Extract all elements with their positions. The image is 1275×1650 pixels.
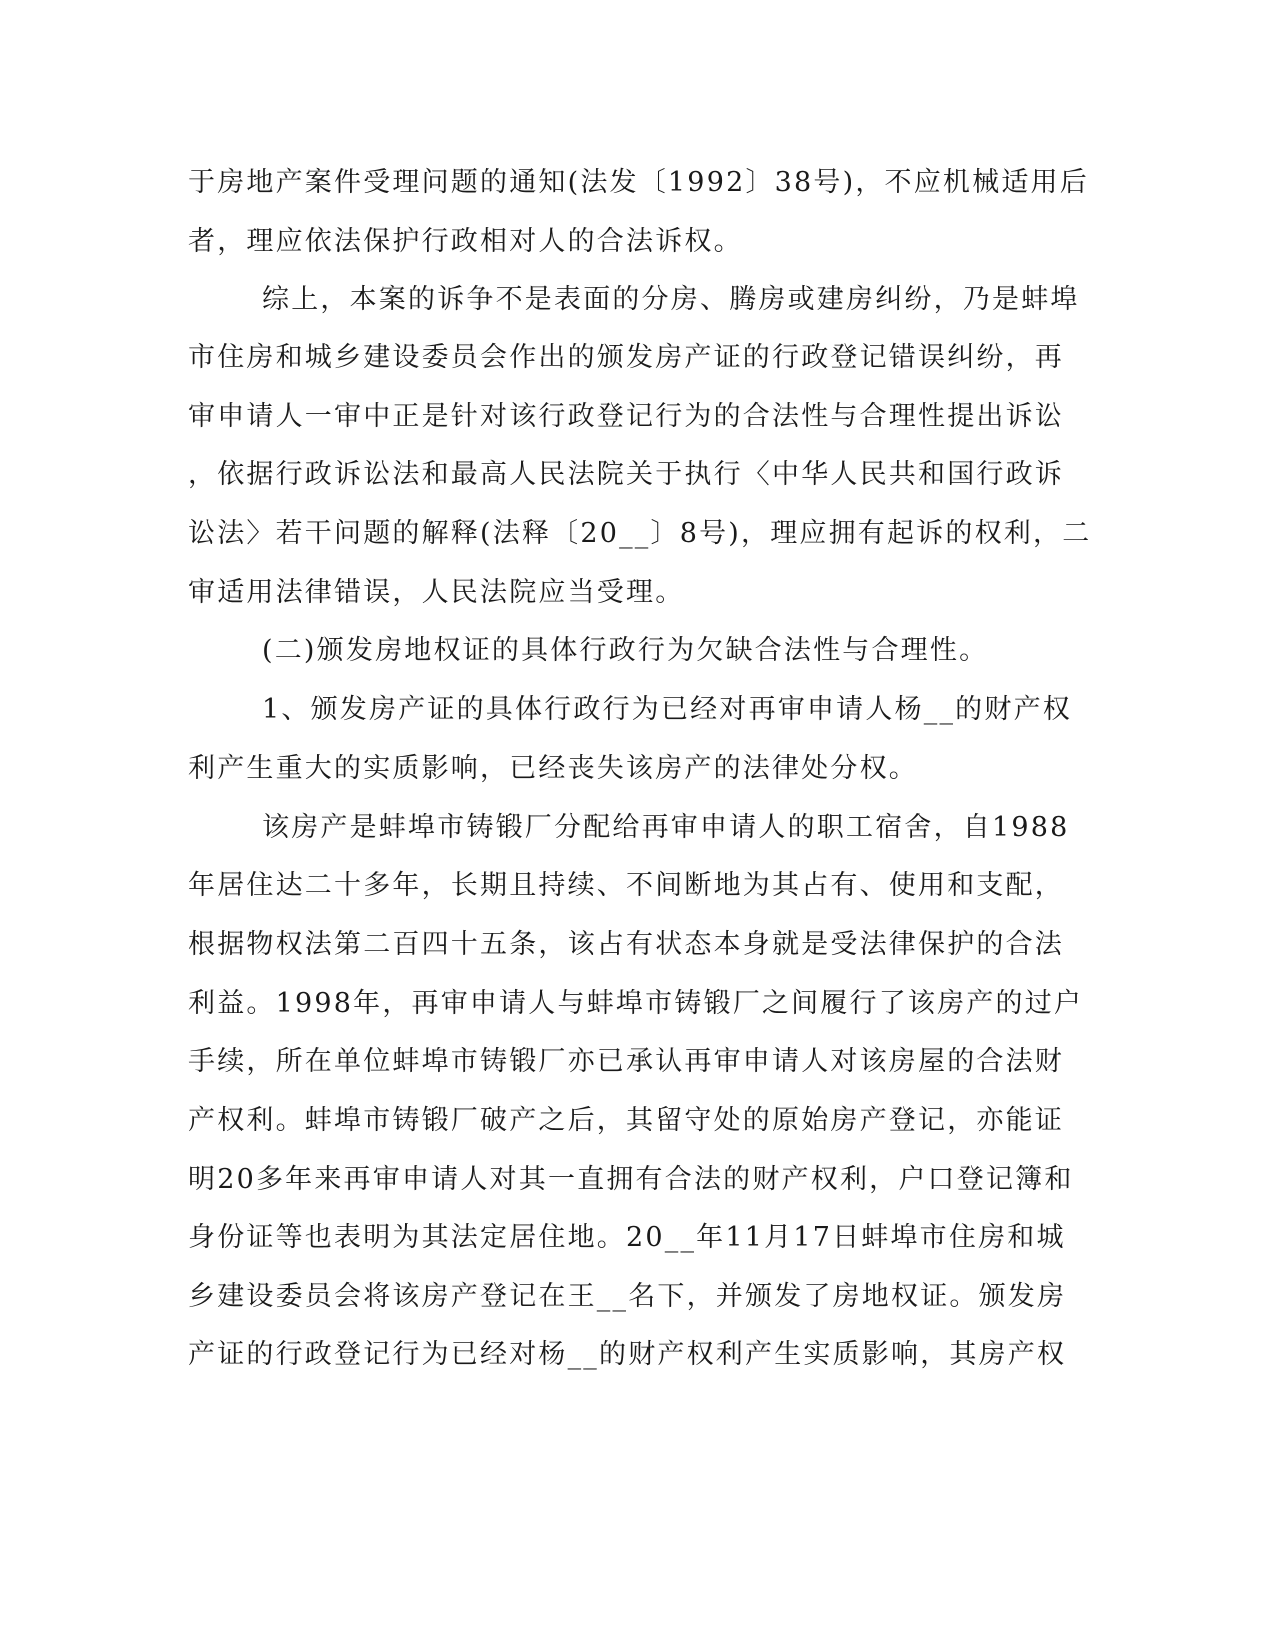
paragraph-start-line: 综上，本案的诉争不是表面的分房、腾房或建房纠纷，乃是蚌埠	[262, 284, 1080, 315]
text-line: 市住房和城乡建设委员会作出的颁发房产证的行政登记错误纠纷，再	[188, 342, 1064, 373]
text-line: 讼法〉若干问题的解释(法释〔20__〕8号)，理应拥有起诉的权利，二	[188, 518, 1092, 549]
text-line: 利产生重大的实质影响，已经丧失该房产的法律处分权。	[188, 753, 918, 784]
text-line: 利益。1998年，再审申请人与蚌埠市铸锻厂之间履行了该房产的过户	[188, 988, 1084, 1019]
text-line: 明20多年来再审申请人对其一直拥有合法的财产权利，户口登记簿和	[188, 1164, 1074, 1195]
text-line: 年居住达二十多年，长期且持续、不间断地为其占有、使用和支配，	[188, 870, 1064, 901]
text-line: 根据物权法第二百四十五条，该占有状态本身就是受法律保护的合法	[188, 929, 1064, 960]
text-line: 者，理应依法保护行政相对人的合法诉权。	[188, 226, 743, 257]
text-line: 手续，所在单位蚌埠市铸锻厂亦已承认再审申请人对该房屋的合法财	[188, 1046, 1064, 1077]
text-line: ，依据行政诉讼法和最高人民法院关于执行〈中华人民共和国行政诉	[188, 459, 1064, 490]
text-line: 乡建设委员会将该房产登记在王__名下，并颁发了房地权证。颁发房	[188, 1281, 1067, 1312]
text-line: 产权利。蚌埠市铸锻厂破产之后，其留守处的原始房产登记，亦能证	[188, 1105, 1064, 1136]
text-line: 产证的行政登记行为已经对杨__的财产权利产生实质影响，其房产权	[188, 1339, 1067, 1370]
text-line: 审申请人一审中正是针对该行政登记行为的合法性与合理性提出诉讼	[188, 401, 1064, 432]
text-line: 于房地产案件受理问题的通知(法发〔1992〕38号)，不应机械适用后	[188, 167, 1089, 198]
paragraph-start-line: 该房产是蚌埠市铸锻厂分配给再审申请人的职工宿舍，自1988	[262, 812, 1070, 843]
paragraph-start-line: 1、颁发房产证的具体行政行为已经对再审申请人杨__的财产权	[262, 694, 1072, 725]
text-line: 审适用法律错误，人民法院应当受理。	[188, 577, 685, 608]
section-heading: (二)颁发房地权证的具体行政行为欠缺合法性与合理性。	[262, 635, 989, 666]
text-line: 身份证等也表明为其法定居住地。20__年11月17日蚌埠市住房和城	[188, 1222, 1066, 1253]
